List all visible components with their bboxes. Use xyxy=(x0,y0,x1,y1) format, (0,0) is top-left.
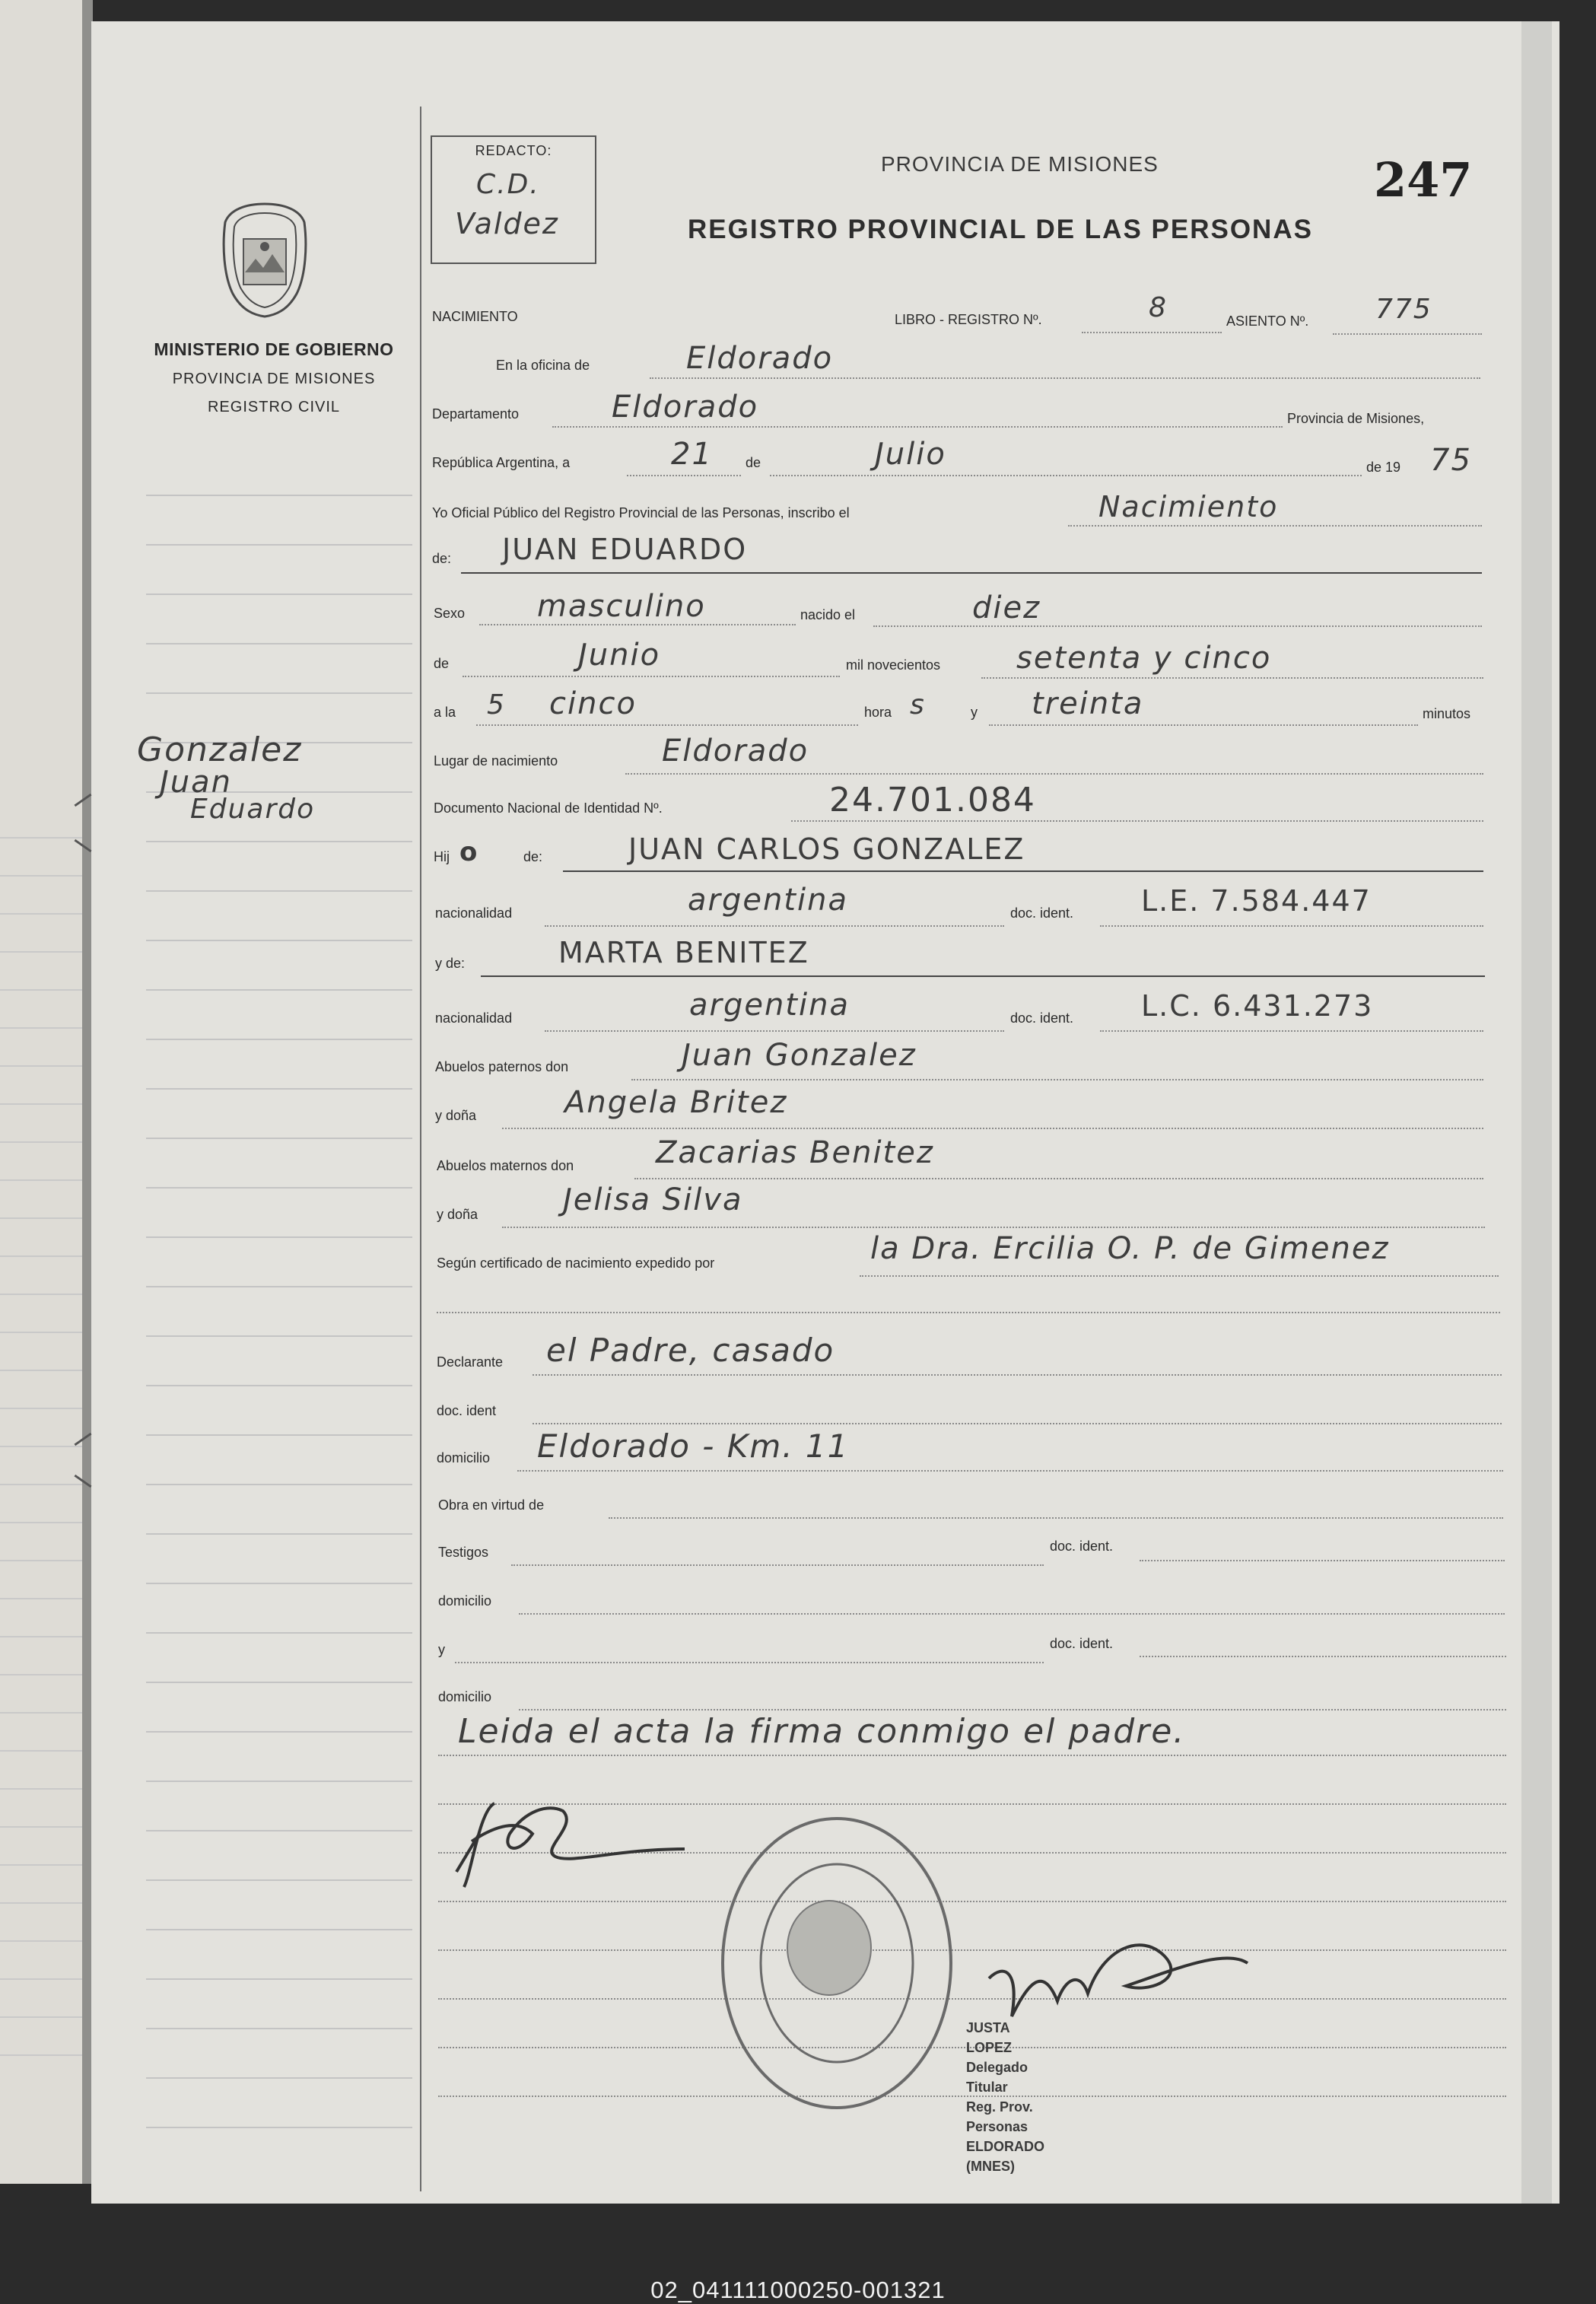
mother-nationality-value: argentina xyxy=(689,988,850,1023)
margin-ruled-line xyxy=(146,1583,412,1584)
registry-stamp xyxy=(715,1811,1044,2174)
month-value: Julio xyxy=(875,437,946,472)
declarant-address-label: domicilio xyxy=(437,1450,491,1465)
father-nationality-value: argentina xyxy=(688,883,848,918)
official-city: ELDORADO (MNES) xyxy=(966,2139,1044,2174)
birthplace-label: Lugar de nacimiento xyxy=(434,753,558,769)
witness1-address-label: domicilio xyxy=(438,1593,492,1609)
birth-year-value: setenta y cinco xyxy=(1016,641,1272,676)
official-name: JUSTA LOPEZ xyxy=(966,2020,1013,2055)
birth-month-value: Junio xyxy=(578,638,661,673)
paternal-grandmother-value: Angela Britez xyxy=(564,1085,788,1120)
drafted-by-label: REDACTO: xyxy=(475,143,552,158)
and-label: y xyxy=(971,705,978,720)
record-type-label: NACIMIENTO xyxy=(432,309,518,324)
official-statement-label: Yo Oficial Público del Registro Provincial de las Personas, inscribo el xyxy=(432,505,850,520)
archive-code: 02_041111000250-001321 xyxy=(650,2277,946,2303)
margin-ruled-line xyxy=(146,2127,412,2128)
day-value: 21 xyxy=(671,437,713,472)
previous-page-edge xyxy=(0,0,90,2184)
margin-note-surname: Gonzalez xyxy=(137,730,303,769)
margin-rule xyxy=(420,107,421,2191)
margin-ruled-line xyxy=(146,1236,412,1238)
father-nationality-label: nacionalidad xyxy=(435,905,513,921)
witnesses-label: Testigos xyxy=(438,1545,489,1560)
province-heading: PROVINCIA DE MISIONES xyxy=(881,152,1159,176)
birth-month-label: de xyxy=(434,656,450,671)
margin-ruled-line xyxy=(146,1929,412,1930)
declarant-value: el Padre, casado xyxy=(546,1332,835,1369)
closing-statement: Leida el acta la firma conmigo el padre. xyxy=(458,1712,1186,1751)
margin-ruled-line xyxy=(146,594,412,595)
mother-nationality-label: nacionalidad xyxy=(435,1010,513,1026)
by-virtue-label: Obra en virtud de xyxy=(438,1497,545,1513)
paternal-grandfather-label: Abuelos paternos don xyxy=(435,1059,569,1074)
margin-ruled-line xyxy=(146,1385,412,1386)
birth-day-value: diez xyxy=(972,590,1041,625)
registry-heading: REGISTRO PROVINCIAL DE LAS PERSONAS xyxy=(688,215,1313,244)
name-label: de: xyxy=(432,551,452,566)
declarant-doc-label: doc. ident xyxy=(437,1403,497,1418)
margin-ruled-line xyxy=(146,544,412,546)
hours-label: hora xyxy=(864,705,892,720)
sex-label: Sexo xyxy=(434,606,466,621)
registry-seal-icon xyxy=(715,1811,959,2115)
child-of-suffix: o xyxy=(459,837,479,867)
child-name-value: JUAN EDUARDO xyxy=(502,533,748,566)
margin-ruled-line xyxy=(146,643,412,644)
minutes-label: minutos xyxy=(1423,706,1471,721)
mother-name-value: MARTA BENITEZ xyxy=(558,936,809,969)
year-label: de 19 xyxy=(1366,460,1401,475)
witness2-label: y xyxy=(438,1642,445,1657)
hours-suffix-value: s xyxy=(910,689,926,721)
department-label: Departamento xyxy=(432,406,520,422)
declarant-address-value: Eldorado - Km. 11 xyxy=(537,1427,850,1465)
margin-note-first-name: Juan xyxy=(160,765,233,800)
ministry-province: PROVINCIA DE MISIONES xyxy=(172,371,376,387)
maternal-grandfather-value: Zacarias Benitez xyxy=(656,1135,934,1170)
margin-ruled-line xyxy=(146,1731,412,1733)
hour-text-value: cinco xyxy=(549,686,637,721)
margin-ruled-line xyxy=(146,841,412,842)
act-type-value: Nacimiento xyxy=(1098,490,1279,523)
birthplace-value: Eldorado xyxy=(662,734,809,769)
drafted-by-name: Valdez xyxy=(455,207,559,240)
official-title: Delegado Titular xyxy=(966,2060,1028,2095)
maternal-grandmother-label: y doña xyxy=(437,1207,478,1222)
ministry-block xyxy=(137,339,411,416)
of-label: de xyxy=(746,455,761,470)
minutes-value: treinta xyxy=(1032,686,1144,721)
office-label: En la oficina de xyxy=(496,358,590,373)
margin-ruled-line xyxy=(146,1682,412,1683)
witness2-doc-label: doc. ident. xyxy=(1050,1636,1114,1651)
margin-note-middle-name: Eduardo xyxy=(190,794,316,825)
maternal-grandmother-value: Jelisa Silva xyxy=(563,1182,743,1217)
hour-number-value: 5 xyxy=(487,689,506,721)
margin-ruled-line xyxy=(146,1187,412,1189)
margin-ruled-line xyxy=(146,495,412,496)
margin-ruled-line xyxy=(146,1978,412,1980)
paternal-grandfather-value: Juan Gonzalez xyxy=(682,1038,917,1073)
page-number: 247 xyxy=(1374,152,1473,208)
margin-ruled-line xyxy=(146,1286,412,1287)
province-seal-icon xyxy=(215,199,315,320)
child-of-label: Hij xyxy=(434,849,450,864)
margin-ruled-line xyxy=(146,1088,412,1090)
certificate-value: la Dra. Ercilia O. P. de Gimenez xyxy=(870,1231,1390,1266)
ministry-name: MINISTERIO DE GOBIERNO xyxy=(154,339,394,359)
dni-value: 24.701.084 xyxy=(829,781,1036,819)
republic-label: República Argentina, a xyxy=(432,455,571,470)
father-doc-label: doc. ident. xyxy=(1010,905,1074,921)
maternal-grandfather-label: Abuelos maternos don xyxy=(437,1158,574,1173)
declarant-signature xyxy=(449,1781,707,1895)
entry-label: ASIENTO Nº. xyxy=(1226,313,1309,329)
official-office: Reg. Prov. Personas xyxy=(966,2099,1033,2134)
drafted-by-box xyxy=(431,135,596,264)
dni-label: Documento Nacional de Identidad Nº. xyxy=(434,800,663,816)
declarant-label: Declarante xyxy=(437,1354,504,1370)
born-on-label: nacido el xyxy=(800,607,856,622)
margin-ruled-line xyxy=(146,989,412,991)
margin-ruled-line xyxy=(146,1335,412,1337)
margin-ruled-line xyxy=(146,1434,412,1436)
province-label: Provincia de Misiones, xyxy=(1287,411,1425,426)
father-of-label: de: xyxy=(523,849,543,864)
page-stack-edge xyxy=(1521,21,1552,2228)
margin-ruled-line xyxy=(146,940,412,941)
entry-number: 775 xyxy=(1375,294,1432,325)
at-hour-label: a la xyxy=(434,705,456,720)
witness2-address-label: domicilio xyxy=(438,1689,492,1704)
sex-value: masculino xyxy=(537,589,706,624)
margin-ruled-line xyxy=(146,1879,412,1881)
drafted-by-initials: C.D. xyxy=(476,169,540,200)
margin-ruled-line xyxy=(146,890,412,892)
margin-ruled-line xyxy=(146,1632,412,1634)
margin-ruled-line xyxy=(146,1484,412,1485)
father-doc-value: L.E. 7.584.447 xyxy=(1141,884,1372,918)
official-signature xyxy=(974,1902,1263,2054)
margin-ruled-line xyxy=(146,1533,412,1535)
mother-doc-label: doc. ident. xyxy=(1010,1010,1074,1026)
margin-ruled-line xyxy=(146,1781,412,1782)
certificate-label: Según certificado de nacimiento expedido por xyxy=(437,1255,715,1271)
book-number: 8 xyxy=(1149,292,1168,323)
margin-ruled-line xyxy=(146,1830,412,1831)
father-name-value: JUAN CARLOS GONZALEZ xyxy=(628,832,1025,866)
office-value: Eldorado xyxy=(686,341,834,376)
margin-ruled-line xyxy=(146,2028,412,2029)
book-label: LIBRO - REGISTRO Nº. xyxy=(895,312,1042,327)
margin-ruled-line xyxy=(146,1138,412,1139)
thousand-label: mil novecientos xyxy=(846,657,941,673)
ministry-office: REGISTRO CIVIL xyxy=(207,399,341,415)
department-value: Eldorado xyxy=(612,390,759,425)
margin-note xyxy=(137,730,315,825)
witness1-doc-label: doc. ident. xyxy=(1050,1539,1114,1554)
margin-ruled-line xyxy=(146,1039,412,1040)
mother-label: y de: xyxy=(435,956,466,971)
year-value: 75 xyxy=(1430,443,1472,478)
paternal-grandmother-label: y doña xyxy=(435,1108,477,1123)
margin-ruled-line xyxy=(146,2077,412,2079)
mother-doc-value: L.C. 6.431.273 xyxy=(1141,989,1374,1023)
margin-ruled-line xyxy=(146,692,412,694)
